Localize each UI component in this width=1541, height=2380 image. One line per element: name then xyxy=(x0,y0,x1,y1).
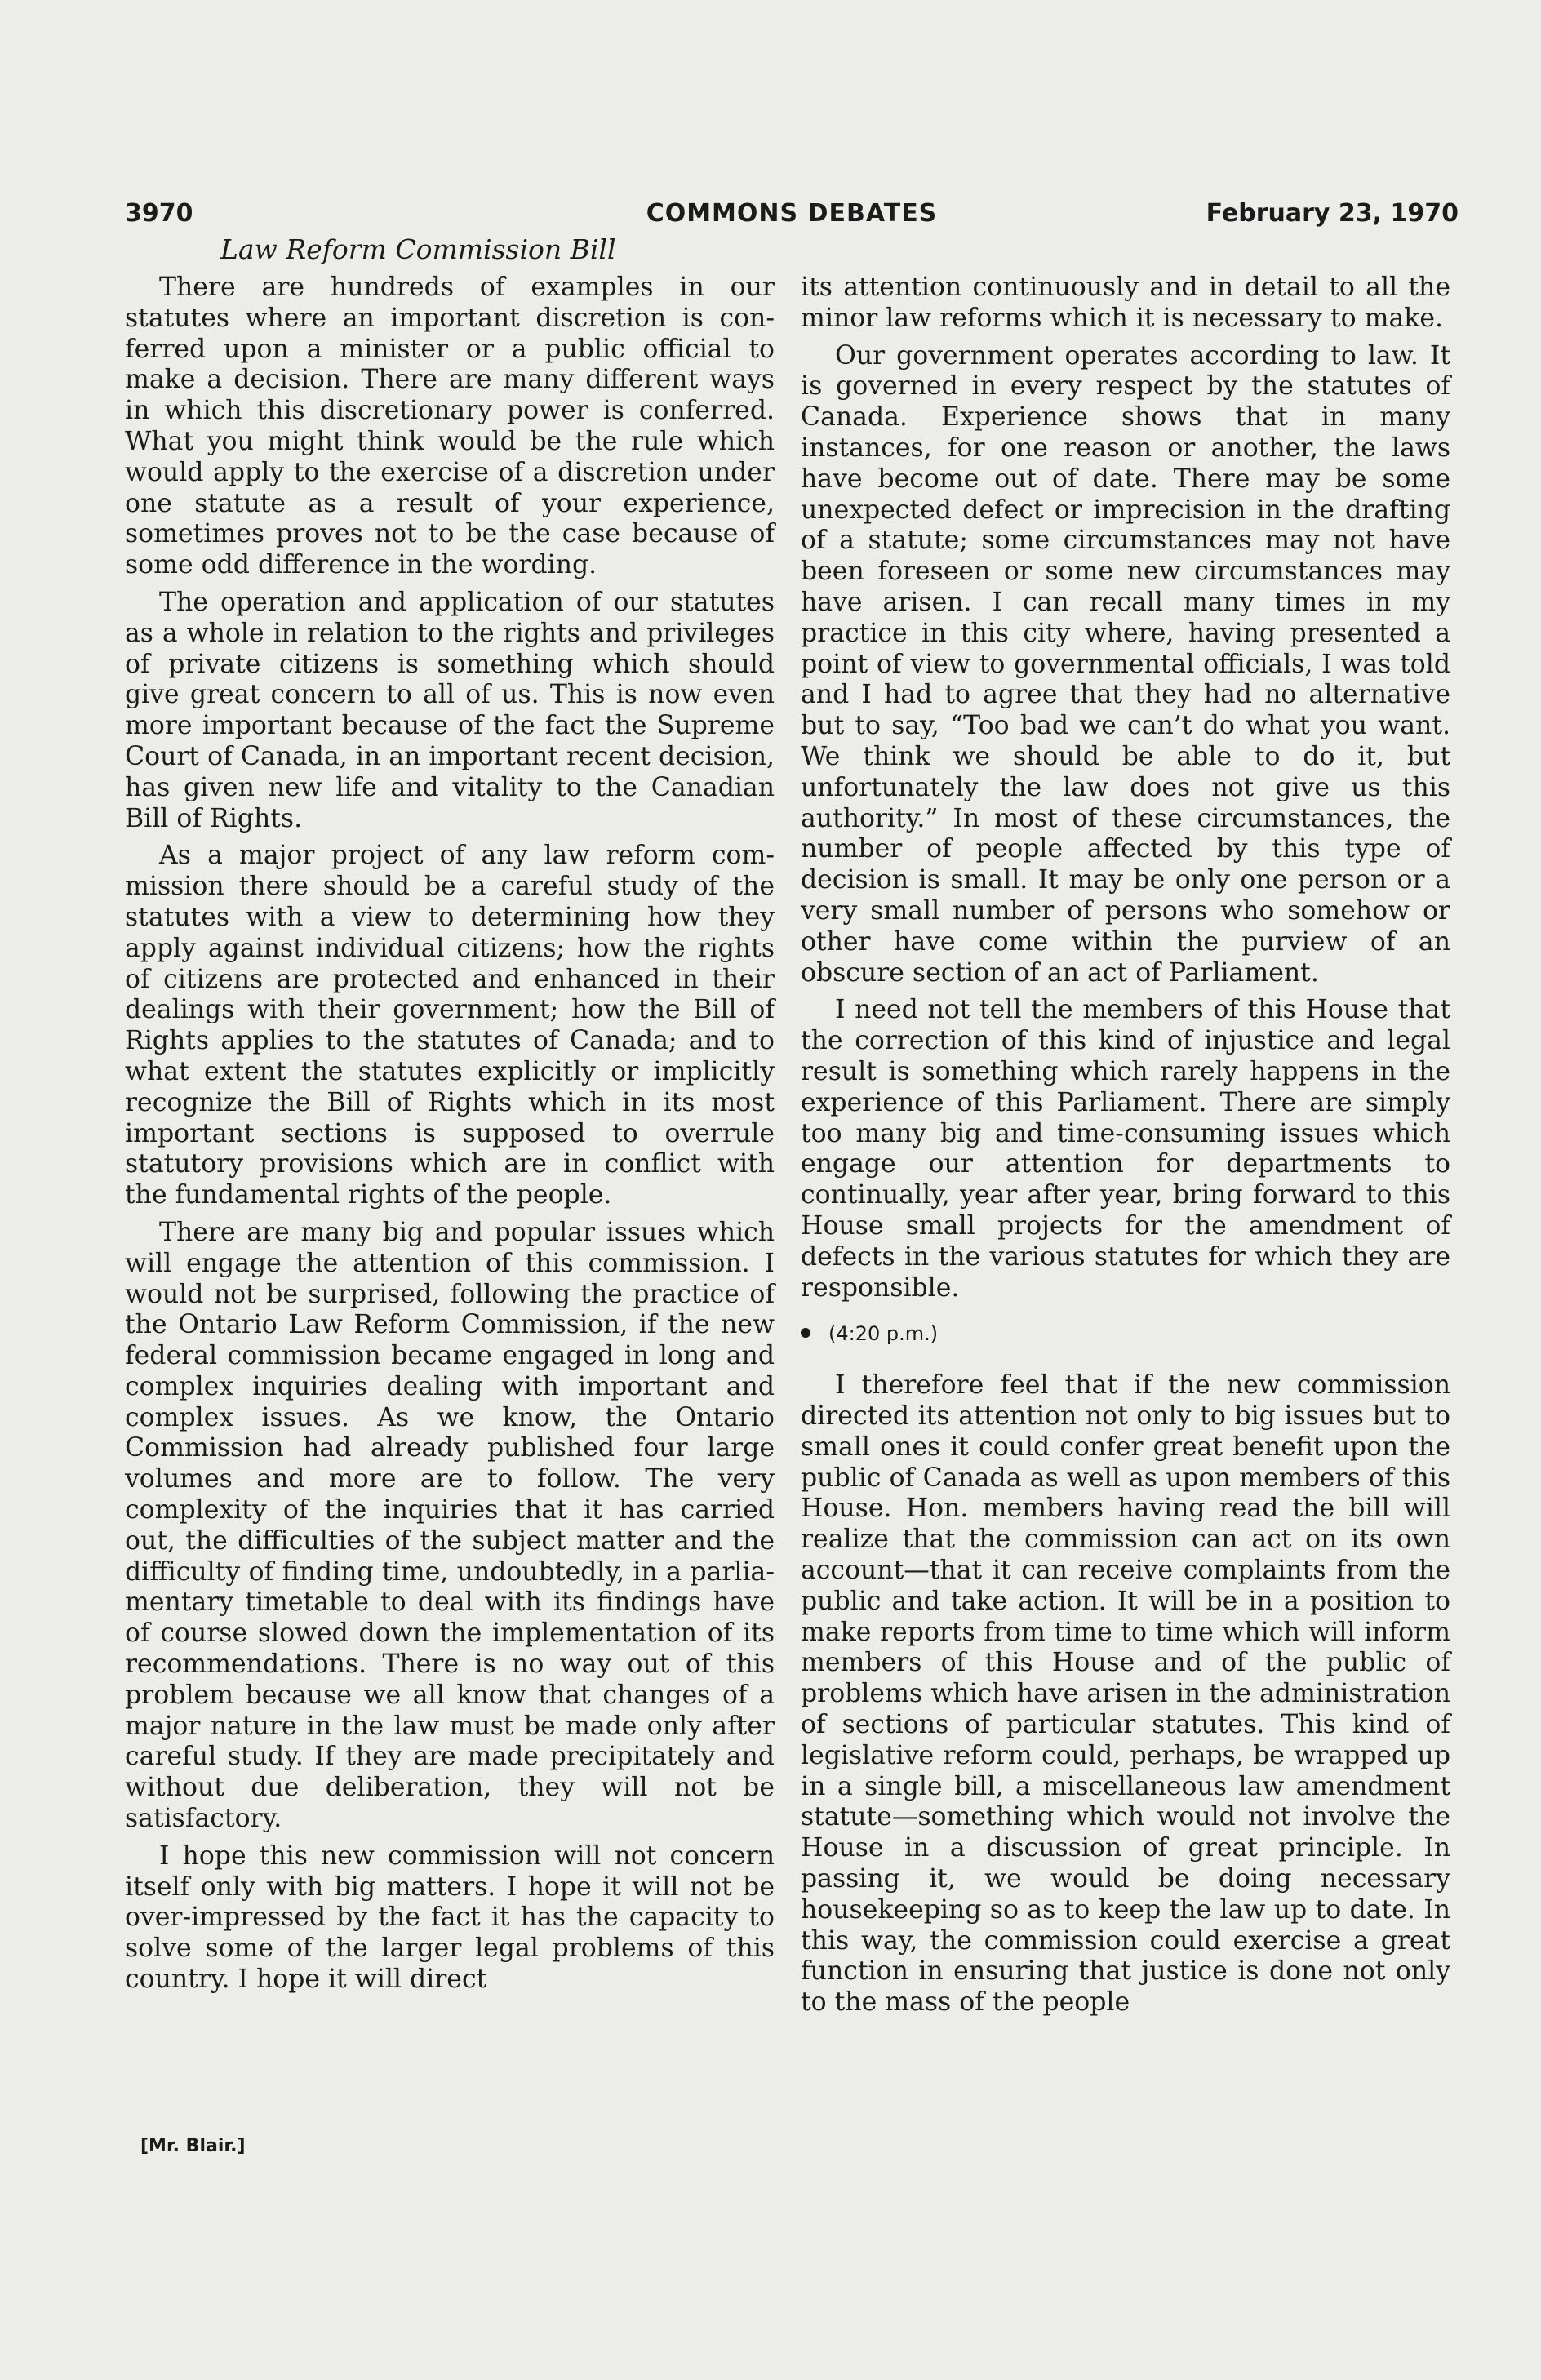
paragraph: I therefore feel that if the new commission directed its attention not only to big issues but to small ones it could confer great benefit upon the public of Canada as well as upon members of this House. Hon. members having read the bill will realize that the commission can act on its own account—that it can receive complaints from the public and take action. It will be in a position to make reports from time to time which will inform members of this House and of the public of problems which have arisen in the administration of sections of particular statutes. This kind of legislative reform could, perhaps, be wrapped up in a single bill, a miscellaneous law amendment statute—something which would not involve the House in a discussion of great principle. In passing it, we would be doing necessary housekeeping so as to keep the law up to date. In this way, the commission could exercise a great function in ensuring that justice is done not only to the mass of the people xyxy=(801,1370,1450,2018)
right-column xyxy=(801,273,1450,2025)
page-header xyxy=(125,196,1459,232)
left-column xyxy=(125,273,775,2002)
paragraph-continued: its attention continuously and in detail to all the minor law reforms which it is necessary to make. xyxy=(801,273,1450,333)
journal-title: COMMONS DEBATES xyxy=(646,199,938,228)
paragraph: I need not tell the members of this House that the correction of this kind of injustice and legal result is something which rarely happens in the experience of this Parliament. There are simply too many big and time-consuming issues which engage our attention for departments to continually, year after year, bring forward to this House small projects for the amendment of defects in the various statutes for which they are responsible. xyxy=(801,995,1450,1303)
time-stamp xyxy=(801,1318,1450,1349)
section-title: Law Reform Commission Bill xyxy=(220,233,616,265)
time-stamp-text: (4:20 p.m.) xyxy=(828,1322,939,1346)
bullet-icon xyxy=(801,1328,810,1338)
paragraph: I hope this new commission will not concern itself only with big matters. I hope it will not be over-impressed by the fact it has the capacity to solve some of the larger legal problems of this country. I hope it will direct xyxy=(125,1841,775,1995)
paragraph: There are hundreds of examples in our statutes where an important discretion is conferred upon a minister or a public official to make a decision. There are many different ways in which this discretionary power is conferred. What you might think would be the rule which would apply to the exercise of a discretion under one statute as a result of your experience, sometimes proves not to be the case because of some odd difference in the wording. xyxy=(125,273,775,580)
debate-date: February 23, 1970 xyxy=(1206,199,1459,228)
paragraph: The operation and application of our statutes as a whole in relation to the rights and privileges of private citizens is something which should give great concern to all of us. This is now even more important because of the fact the Supreme Court of Canada, in an important recent decision, has given new life and vitality to the Canadian Bill of Rights. xyxy=(125,587,775,833)
paragraph: There are many big and popular issues which will engage the attention of this commission. I would not be surprised, following the practice of the Ontario Law Reform Commission, if the new federal commission became engaged in long and complex inquiries dealing with important and complex issues. As we know, the Ontario Commission had already published four large volumes and more are to follow. The very complexity of the inquiries that it has carried out, the difficulties of the subject matter and the difficulty of finding time, undoubtedly, in a parliamentary timetable to deal with its findings have of course slowed down the implementation of its recommendations. There is no way out of this problem because we all know that changes of a major nature in the law must be made only after careful study. If they are made precipitately and without due deliberation, they will not be satisfactory. xyxy=(125,1217,775,1834)
paragraph: As a major project of any law reform commission there should be a careful study of the statutes with a view to determining how they apply against individual citizens; how the rights of citizens are protected and enhanced in their dealings with their government; how the Bill of Rights applies to the statutes of Canada; and to what extent the statutes explicitly or implicitly recognize the Bill of Rights which in its most important sections is supposed to overrule statutory provisions which are in conflict with the fundamental rights of the people. xyxy=(125,841,775,1210)
paragraph: Our government operates according to law. It is governed in every respect by the statutes of Canada. Experience shows that in many instances, for one reason or another, the laws have become out of date. There may be some unexpected defect or imprecision in the drafting of a statute; some circumstances may not have been foreseen or some new circumstances may have arisen. I can recall many times in my practice in this city where, having presented a point of view to governmental officials, I was told and I had to agree that they had no alternative but to say, “Too bad we can’t do what you want. We think we should be able to do it, but unfortunately the law does not give us this authority.” In most of these circumstances, the number of people affected by this type of decision is small. It may be only one person or a very small number of persons who somehow or other have come within the purview of an obscure section of an act of Parliament. xyxy=(801,340,1450,988)
speaker-note: [Mr. Blair.] xyxy=(140,2136,246,2156)
page-number: 3970 xyxy=(125,199,193,228)
